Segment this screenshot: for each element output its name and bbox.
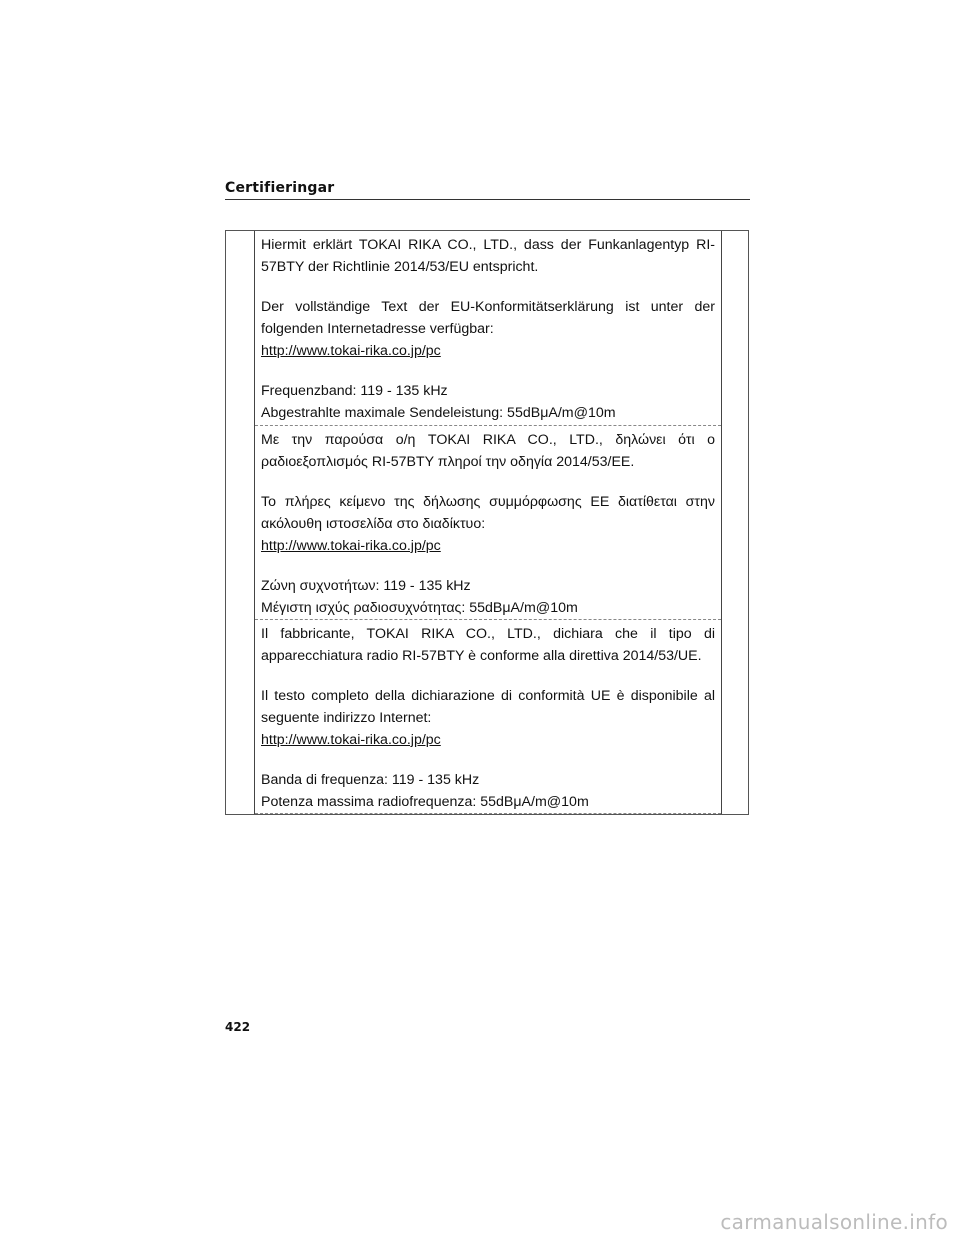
frequency-text: Banda di frequenza: 119 - 135 kHz: [261, 772, 480, 788]
declaration-block-german: [255, 231, 721, 425]
power-text: Abgestrahlte maximale Sendeleistung: 55dBμA/m@10m: [261, 405, 616, 421]
declaration-text: Il fabbricante, TOKAI RIKA CO., LTD., dichiara che il tipo di apparecchiatura radio RI-57BTY è conforme alla direttiva 2014/53/UE.: [261, 626, 715, 664]
declaration-block-greek: [255, 426, 721, 619]
declaration-block-italian: [255, 620, 721, 814]
declaration-text: Με την παρούσα ο/η TOKAI RIKA CO., LTD., δηλώνει ότι ο ραδιοεξοπλισμός RI-57BTY πληροί την οδηγία 2014/53/ΕΕ.: [261, 432, 715, 470]
page-number: 422: [225, 1020, 251, 1034]
declaration-link[interactable]: http://www.tokai-rika.co.jp/pc: [261, 538, 441, 554]
declaration-link[interactable]: http://www.tokai-rika.co.jp/pc: [261, 343, 441, 359]
availability-text: Το πλήρες κείμενο της δήλωσης συμμόρφωσης ΕΕ διατίθεται στην ακόλουθη ιστοσελίδα στο διαδίκτυο:: [261, 494, 715, 532]
availability-text: Il testo completo della dichiarazione di conformità UE è disponibile al seguente indirizzo Internet:: [261, 688, 715, 726]
watermark: carmanualsonline.info: [720, 1210, 948, 1234]
declaration-box: [254, 231, 722, 814]
declaration-text: Hiermit erklärt TOKAI RIKA CO., LTD., dass der Funkanlagentyp RI-57BTY der Richtlinie 2014/53/EU entspricht.: [261, 237, 715, 275]
power-text: Potenza massima radiofrequenza: 55dBμA/m@10m: [261, 794, 589, 810]
frequency-text: Frequenzband: 119 - 135 kHz: [261, 383, 448, 399]
power-text: Μέγιστη ισχύς ραδιοσυχνότητας: 55dBμA/m@10m: [261, 600, 578, 616]
frequency-text: Ζώνη συχνοτήτων: 119 - 135 kHz: [261, 578, 471, 594]
declaration-link[interactable]: http://www.tokai-rika.co.jp/pc: [261, 732, 441, 748]
availability-text: Der vollständige Text der EU-Konformitätserklärung ist unter der folgenden Internetadresse verfügbar:: [261, 299, 715, 337]
title-rule: [225, 199, 750, 200]
section-title: Certifieringar: [225, 180, 335, 196]
